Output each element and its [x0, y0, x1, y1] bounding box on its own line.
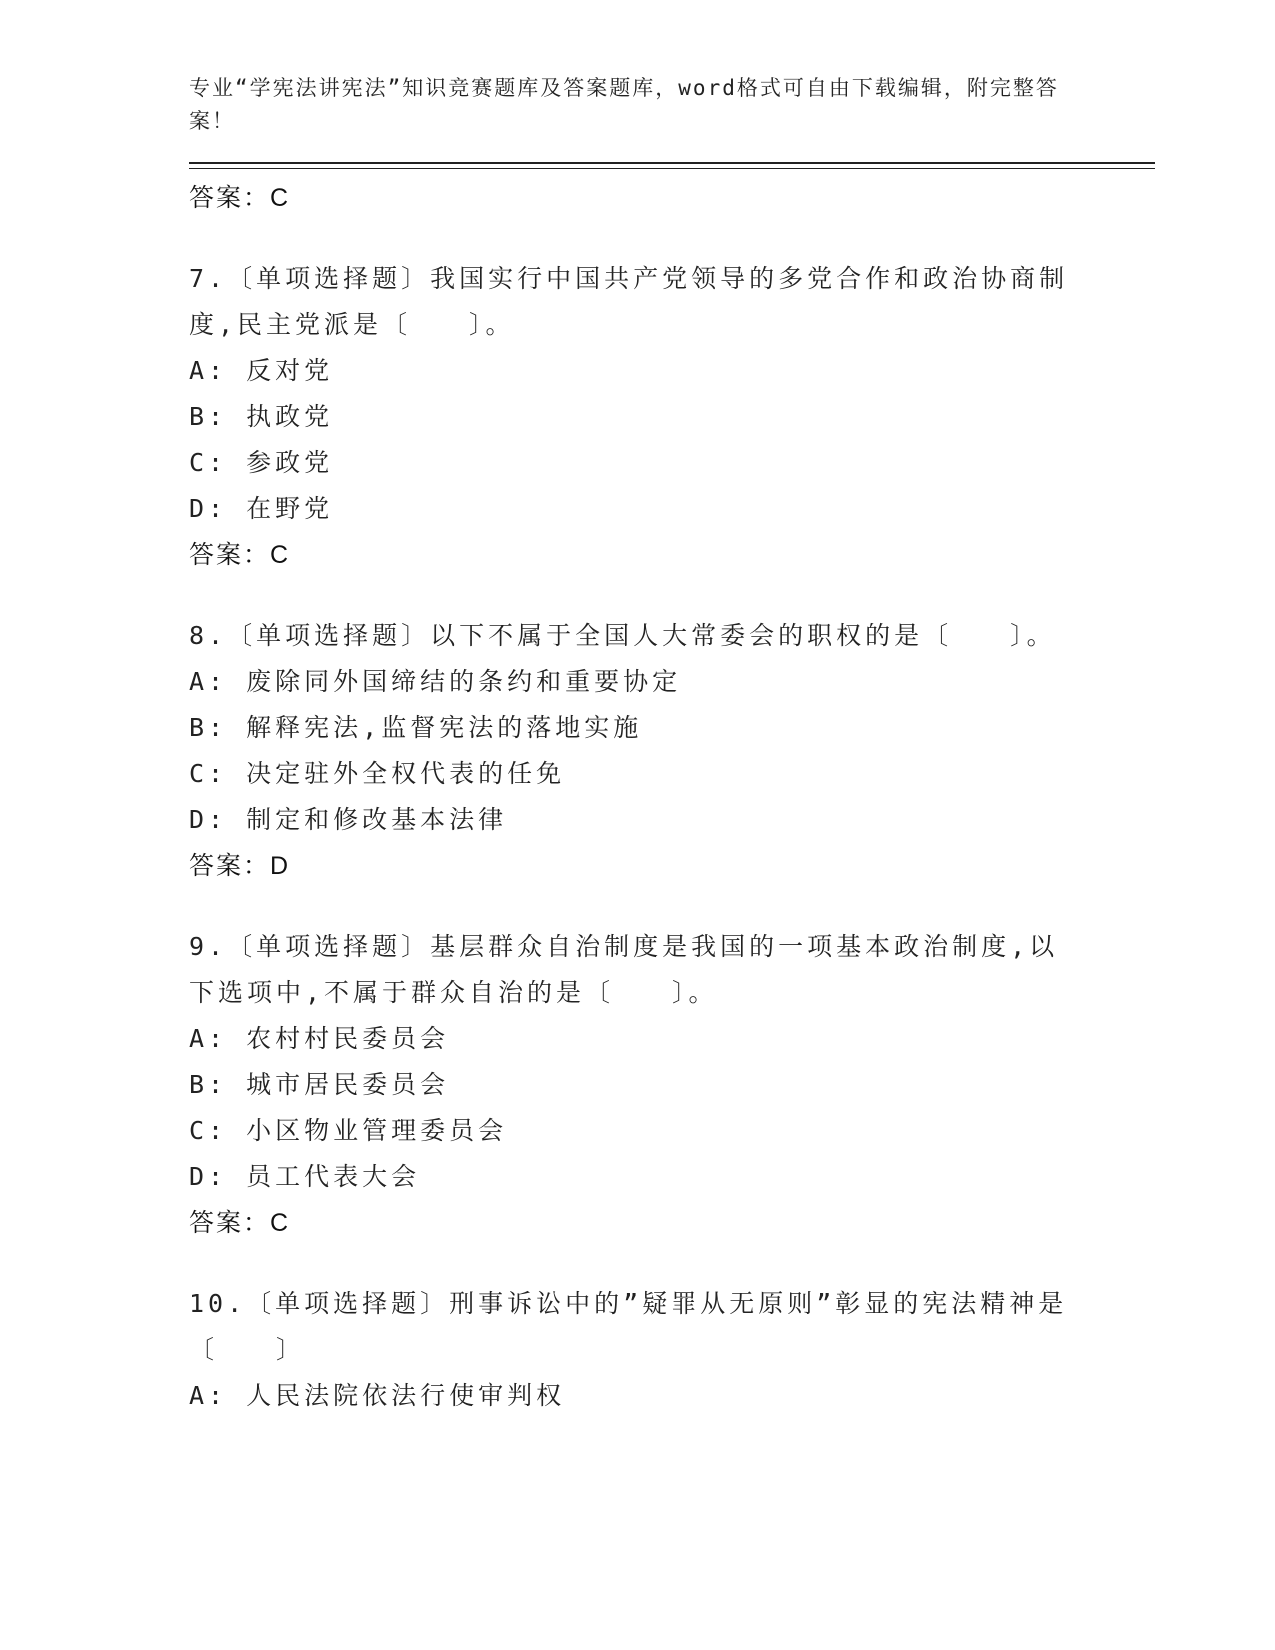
option-b: B: 执政党	[189, 402, 334, 431]
question-text: 9.〔单项选择题〕基层群众自治制度是我国的一项基本政治制度,以下选项中,不属于群众自治的是〔 〕。	[189, 932, 1059, 1007]
option-a: A: 反对党	[189, 356, 334, 385]
option-a: A: 人民法院依法行使审判权	[189, 1381, 566, 1410]
option-b: B: 解释宪法,监督宪法的落地实施	[189, 713, 643, 742]
document-page	[189, 72, 1149, 1419]
question-block	[189, 1281, 1149, 1419]
question-text: 8.〔单项选择题〕以下不属于全国人大常委会的职权的是〔 〕。	[189, 621, 1056, 650]
answer-line: 答案：D	[189, 852, 291, 880]
answer-line: 答案：C	[189, 184, 291, 212]
header-divider	[189, 162, 1155, 169]
answer-line: 答案：C	[189, 541, 291, 569]
page-header: 专业“学宪法讲宪法”知识竞赛题库及答案题库，word格式可自由下载编辑，附完整答案！	[189, 76, 1059, 133]
question-block	[189, 924, 1149, 1246]
option-c: C: 决定驻外全权代表的任免	[189, 759, 566, 788]
option-a: A: 农村村民委员会	[189, 1024, 450, 1053]
option-a: A: 废除同外国缔结的条约和重要协定	[189, 667, 682, 696]
option-c: C: 参政党	[189, 448, 334, 477]
option-b: B: 城市居民委员会	[189, 1070, 450, 1099]
question-block	[189, 613, 1149, 889]
option-d: D: 制定和修改基本法律	[189, 805, 508, 834]
question-block	[189, 256, 1149, 578]
option-d: D: 在野党	[189, 494, 334, 523]
question-text: 10.〔单项选择题〕刑事诉讼中的”疑罪从无原则”彰显的宪法精神是〔 〕	[189, 1289, 1068, 1364]
option-c: C: 小区物业管理委员会	[189, 1116, 508, 1145]
answer-line: 答案：C	[189, 1209, 291, 1237]
option-d: D: 员工代表大会	[189, 1162, 421, 1191]
question-text: 7.〔单项选择题〕我国实行中国共产党领导的多党合作和政治协商制度,民主党派是〔 〕。	[189, 264, 1069, 339]
